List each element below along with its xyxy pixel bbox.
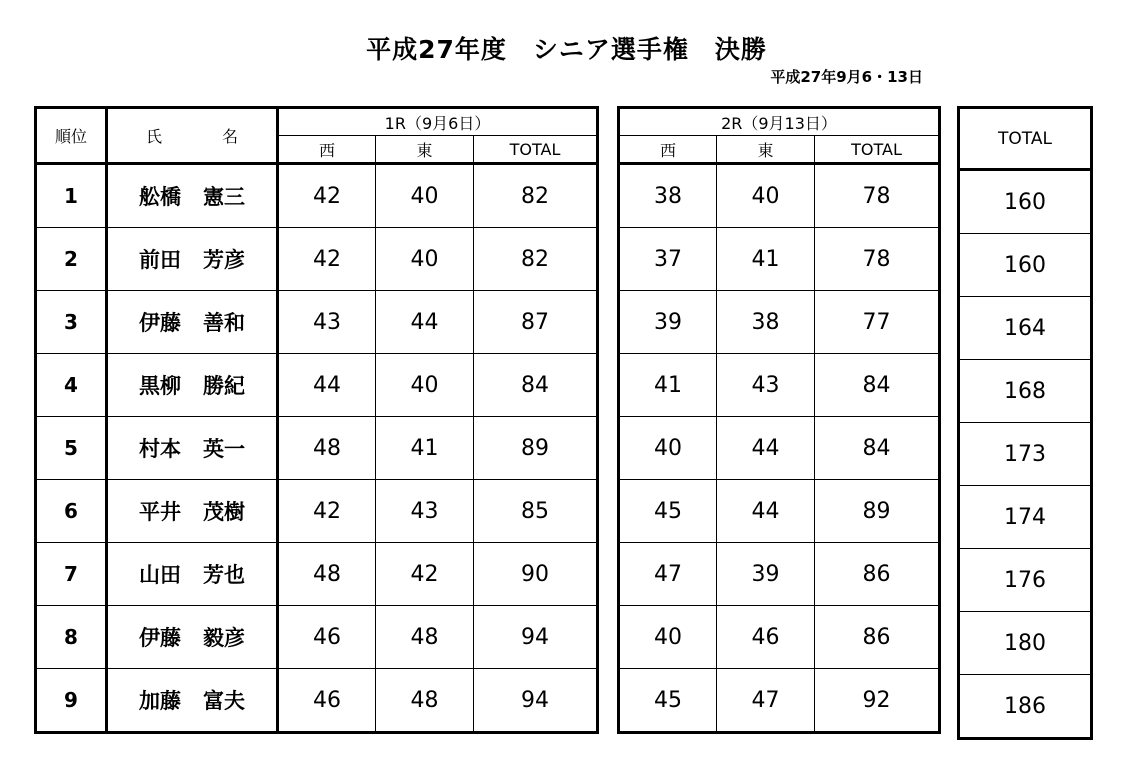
family-name: 平井 [139, 500, 181, 524]
r2-total-cell: 86 [815, 606, 940, 669]
r2-total-cell: 92 [815, 669, 940, 733]
given-name: 毅彦 [203, 626, 245, 650]
grand-total-header: TOTAL [959, 108, 1092, 170]
r1-west-cell: 48 [278, 543, 376, 606]
r2-total-cell: 77 [815, 291, 940, 354]
rank-header: 順位 [36, 108, 107, 164]
r1-west-header: 西 [278, 136, 376, 164]
r1-west-cell: 44 [278, 354, 376, 417]
r2-east-cell: 44 [717, 480, 815, 543]
r1-total-cell: 90 [474, 543, 598, 606]
r2-east-header: 東 [717, 136, 815, 164]
round1-header: 1R（9月6日） [278, 108, 598, 136]
r1-total-cell: 82 [474, 228, 598, 291]
table-row [36, 669, 598, 733]
r1-total-cell: 82 [474, 164, 598, 228]
table-row [959, 675, 1092, 739]
r1-west-cell: 43 [278, 291, 376, 354]
r2-west-cell: 38 [619, 164, 717, 228]
r1-east-header: 東 [376, 136, 474, 164]
grand-total-cell: 173 [959, 423, 1092, 486]
r2-east-cell: 41 [717, 228, 815, 291]
given-name: 勝紀 [203, 374, 245, 398]
family-name: 伊藤 [139, 626, 181, 650]
rank-cell: 7 [36, 543, 107, 606]
given-name: 英一 [203, 437, 245, 461]
table-row [959, 360, 1092, 423]
r1-total-cell: 87 [474, 291, 598, 354]
rank-cell: 3 [36, 291, 107, 354]
r2-west-cell: 39 [619, 291, 717, 354]
table-row [619, 291, 940, 354]
r1-west-cell: 46 [278, 669, 376, 733]
page-title: 平成27年度 シニア選手権 決勝 [366, 35, 767, 64]
grand-total-cell: 174 [959, 486, 1092, 549]
family-name: 黒柳 [139, 374, 181, 398]
r2-total-cell: 78 [815, 164, 940, 228]
r2-west-cell: 40 [619, 606, 717, 669]
table-row [36, 354, 598, 417]
player-name-cell [107, 480, 278, 543]
player-name-cell [107, 669, 278, 733]
r1-east-cell: 43 [376, 480, 474, 543]
table-row [619, 606, 940, 669]
results-table-total [957, 106, 1093, 740]
given-name: 芳也 [203, 563, 245, 587]
r1-east-cell: 40 [376, 228, 474, 291]
results-table-round1 [34, 106, 599, 734]
table-row [36, 417, 598, 480]
table-row [619, 417, 940, 480]
family-name: 加藤 [139, 689, 181, 713]
r2-east-cell: 46 [717, 606, 815, 669]
r2-total-cell: 84 [815, 417, 940, 480]
r1-total-cell: 94 [474, 606, 598, 669]
name-header: 氏 名 [107, 108, 278, 164]
grand-total-cell: 160 [959, 170, 1092, 234]
table-row [959, 549, 1092, 612]
given-name: 富夫 [203, 689, 245, 713]
table-row [959, 486, 1092, 549]
r2-west-cell: 47 [619, 543, 717, 606]
round2-header: 2R（9月13日） [619, 108, 940, 136]
r2-east-cell: 38 [717, 291, 815, 354]
table-row [959, 170, 1092, 234]
table-row [619, 228, 940, 291]
table-row [36, 291, 598, 354]
family-name: 舩橋 [139, 185, 181, 209]
table-row [36, 164, 598, 228]
r1-total-cell: 94 [474, 669, 598, 733]
r1-east-cell: 48 [376, 606, 474, 669]
r1-east-cell: 41 [376, 417, 474, 480]
table-row [619, 543, 940, 606]
player-name-cell [107, 606, 278, 669]
table-row [959, 234, 1092, 297]
family-name: 山田 [139, 563, 181, 587]
rank-cell: 8 [36, 606, 107, 669]
r2-total-cell: 86 [815, 543, 940, 606]
r1-east-cell: 40 [376, 164, 474, 228]
r2-west-cell: 37 [619, 228, 717, 291]
grand-total-cell: 176 [959, 549, 1092, 612]
given-name: 憲三 [203, 185, 245, 209]
r2-total-cell: 84 [815, 354, 940, 417]
given-name: 善和 [203, 311, 245, 335]
player-name-cell [107, 291, 278, 354]
table-row [959, 612, 1092, 675]
player-name-cell [107, 164, 278, 228]
table-row [959, 297, 1092, 360]
r2-total-cell: 78 [815, 228, 940, 291]
rank-cell: 4 [36, 354, 107, 417]
family-name: 村本 [139, 437, 181, 461]
r1-west-cell: 48 [278, 417, 376, 480]
r2-west-cell: 45 [619, 669, 717, 733]
table-row [36, 606, 598, 669]
grand-total-cell: 160 [959, 234, 1092, 297]
family-name: 伊藤 [139, 311, 181, 335]
r2-total-cell: 89 [815, 480, 940, 543]
r1-east-cell: 44 [376, 291, 474, 354]
r2-east-cell: 39 [717, 543, 815, 606]
given-name: 芳彦 [203, 248, 245, 272]
r1-total-cell: 89 [474, 417, 598, 480]
family-name: 前田 [139, 248, 181, 272]
grand-total-cell: 186 [959, 675, 1092, 739]
grand-total-cell: 180 [959, 612, 1092, 675]
r1-total-cell: 84 [474, 354, 598, 417]
results-table-round2 [617, 106, 941, 734]
r2-total-header: TOTAL [815, 136, 940, 164]
table-row [959, 423, 1092, 486]
rank-cell: 9 [36, 669, 107, 733]
table-row [619, 669, 940, 733]
r1-west-cell: 42 [278, 228, 376, 291]
player-name-cell [107, 543, 278, 606]
r1-east-cell: 42 [376, 543, 474, 606]
r2-west-cell: 45 [619, 480, 717, 543]
rank-cell: 1 [36, 164, 107, 228]
grand-total-cell: 164 [959, 297, 1092, 360]
table-row [619, 164, 940, 228]
player-name-cell [107, 228, 278, 291]
grand-total-cell: 168 [959, 360, 1092, 423]
r1-total-header: TOTAL [474, 136, 598, 164]
r2-east-cell: 44 [717, 417, 815, 480]
table-row [36, 543, 598, 606]
given-name: 茂樹 [203, 500, 245, 524]
r1-total-cell: 85 [474, 480, 598, 543]
player-name-cell [107, 354, 278, 417]
rank-cell: 6 [36, 480, 107, 543]
r2-west-header: 西 [619, 136, 717, 164]
r1-west-cell: 42 [278, 164, 376, 228]
r1-east-cell: 40 [376, 354, 474, 417]
r1-east-cell: 48 [376, 669, 474, 733]
r2-east-cell: 43 [717, 354, 815, 417]
table-row [619, 480, 940, 543]
event-date: 平成27年9月6・13日 [770, 68, 923, 86]
table-row [36, 480, 598, 543]
r1-west-cell: 46 [278, 606, 376, 669]
rank-cell: 5 [36, 417, 107, 480]
rank-cell: 2 [36, 228, 107, 291]
table-row [619, 354, 940, 417]
r2-east-cell: 47 [717, 669, 815, 733]
r2-east-cell: 40 [717, 164, 815, 228]
table-row [36, 228, 598, 291]
r2-west-cell: 41 [619, 354, 717, 417]
player-name-cell [107, 417, 278, 480]
r2-west-cell: 40 [619, 417, 717, 480]
r1-west-cell: 42 [278, 480, 376, 543]
